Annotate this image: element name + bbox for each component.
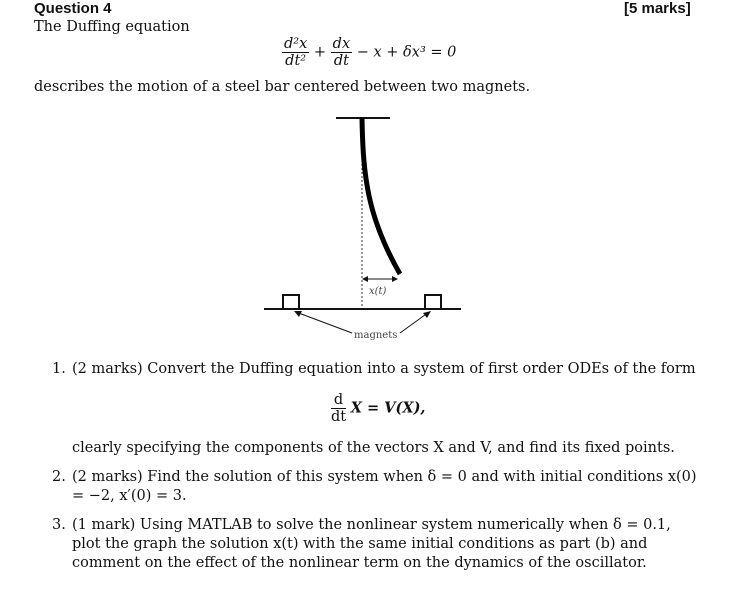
magnet-right	[425, 295, 441, 309]
pointer-right-head	[423, 311, 431, 318]
system-equation	[331, 392, 425, 425]
question-1-followup: clearly specifying the components of the vectors X and V, and find its fixed points.	[72, 440, 675, 456]
magnet-left	[283, 295, 299, 309]
pointer-right	[400, 312, 429, 333]
item-text: (2 marks) Convert the Duffing equation into a system of first order ODEs of the form	[72, 361, 696, 377]
item-number: 3.	[52, 517, 66, 533]
arrowhead-right	[392, 276, 398, 282]
displacement-label: x(t)	[369, 286, 387, 297]
question-item-3	[52, 516, 702, 573]
fraction-numerator: dx	[332, 36, 351, 52]
pointer-left	[296, 312, 352, 333]
steel-bar	[362, 118, 400, 274]
marks-label: [5 marks]	[624, 0, 691, 17]
second-derivative-fraction	[282, 36, 309, 69]
first-derivative-fraction	[331, 36, 352, 69]
operator-denominator: dt	[331, 409, 347, 425]
equation-tail: − x + δx³ = 0	[356, 44, 457, 61]
item-text: (1 mark) Using MATLAB to solve the nonlinear system numerically when δ = 0.1, plot the graph the solution x(t) with the same initial conditions as part (b) and comment on the effect of the nonlinear term on the dynamics of the oscillator.	[72, 517, 671, 571]
intro-text: The Duffing equation	[34, 19, 190, 35]
duffing-equation	[282, 36, 456, 69]
describes-text: describes the motion of a steel bar centered between two magnets.	[34, 79, 531, 95]
item-number: 1.	[52, 361, 66, 377]
operator-numerator: d	[331, 392, 346, 409]
system-rhs: X = V(X),	[350, 399, 426, 417]
steel-bar-figure	[250, 108, 480, 348]
fraction-denominator: dt	[333, 53, 349, 69]
fraction-denominator: dt²	[285, 53, 307, 69]
fraction-numerator: d²x	[284, 36, 308, 52]
plus-sign: +	[313, 44, 327, 61]
question-item-2	[52, 468, 702, 506]
item-text: (2 marks) Find the solution of this system when δ = 0 and with initial conditions x(0) = −2, x′(0) = 3.	[72, 469, 697, 504]
item-number: 2.	[52, 469, 66, 485]
arrowhead-left	[362, 276, 368, 282]
question-item-1	[52, 360, 702, 379]
derivative-operator	[331, 392, 346, 425]
magnets-label: magnets	[354, 330, 398, 341]
question-heading: Question 4	[34, 0, 112, 17]
